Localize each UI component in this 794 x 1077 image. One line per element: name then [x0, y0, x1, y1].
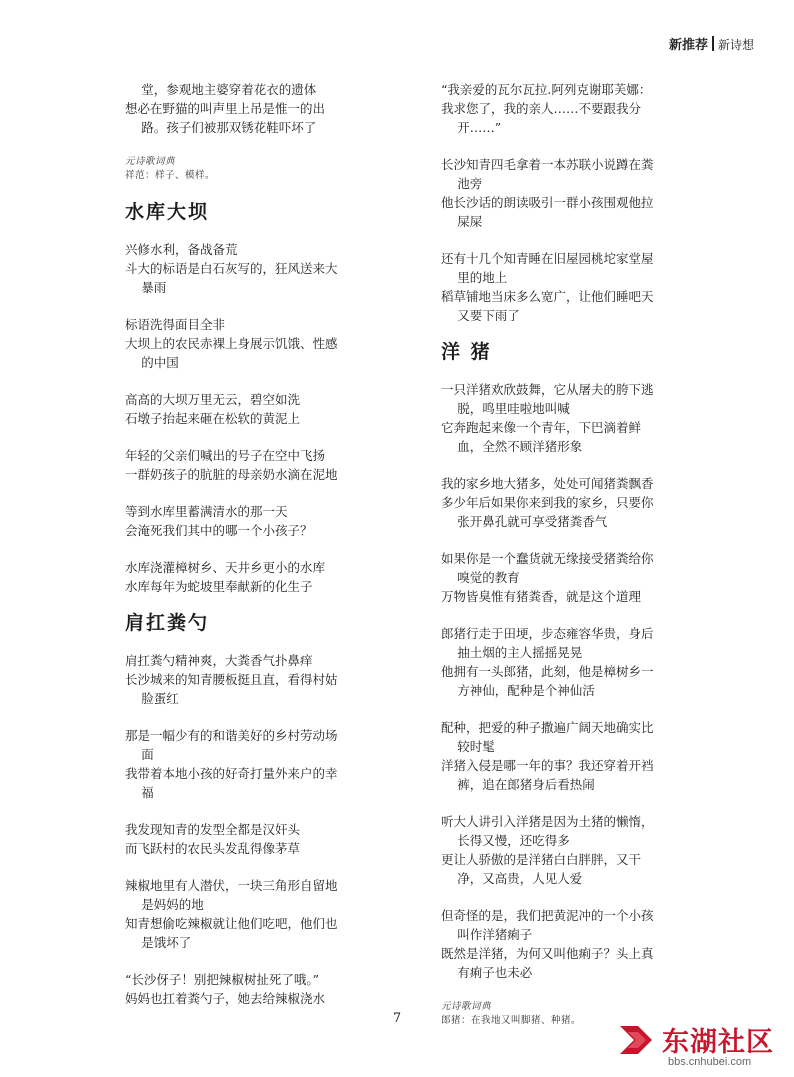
poem-line: 如果你是一个蠢货就无缘接受猪粪给你	[441, 551, 654, 566]
poem-line: 多少年后如果你来到我的家乡，只要你	[441, 495, 654, 510]
poem-line: 叫作洋猪痢子	[457, 927, 533, 942]
poem-line: 而飞跃村的农民头发乱得像茅草	[125, 841, 301, 856]
header-title: 新推荐	[668, 38, 708, 53]
left-column	[125, 80, 395, 1026]
poem-line: 斗大的标语是白石灰写的，狂风送来大	[125, 261, 338, 276]
poem-line: 标语洗得面目全非	[125, 317, 226, 332]
poem-line: 较时髦	[457, 739, 495, 754]
poem-line: 堂，参观地主婆穿着花衣的遗体	[141, 82, 317, 97]
poem-line: 想必在野猫的叫声里上吊是惟一的出	[125, 101, 326, 116]
header-divider	[712, 36, 714, 51]
stanza	[441, 906, 709, 982]
poem-line: 万物皆臭惟有猪粪香，就是这个道理	[441, 589, 642, 604]
poem-line: 开……”	[457, 120, 502, 135]
stanza	[441, 718, 709, 794]
page-header	[669, 34, 754, 53]
glossary-note	[125, 155, 395, 183]
poem-line: 他长沙话的朗读吸引一群小孩围观他拉	[441, 195, 654, 210]
stanza	[125, 558, 395, 596]
poem-line: 长得又慢，还吃得多	[457, 833, 570, 848]
stanza	[125, 446, 395, 484]
stanza	[441, 549, 709, 606]
header-subtitle: 新诗想	[717, 38, 754, 52]
poem-line: 嗅觉的教育	[457, 570, 520, 585]
poem-line: 还有十几个知青睡在旧屋园桃坨家堂屋	[441, 251, 654, 266]
poem-line: 听大人讲引入洋猪是因为土猪的懒惰，	[441, 814, 654, 829]
poem-line: 一群奶孩子的肮脏的母亲奶水滴在泥地	[125, 467, 338, 482]
poem-line: “长沙伢子！别把辣椒树扯死了哦。”	[125, 972, 320, 987]
section-title: 肩扛粪勺	[125, 612, 210, 634]
watermark-url: bbs.cnhubei.com	[668, 1056, 752, 1068]
stanza	[125, 820, 395, 858]
stanza	[125, 240, 395, 297]
poem-line: 的中国	[141, 355, 179, 370]
poem-line: 那是一幅少有的和谐美好的乡村劳动场	[125, 728, 338, 743]
poem-line: 但奇怪的是，我们把黄泥冲的一个小孩	[441, 908, 654, 923]
poem-line: 一只洋猪欢欣鼓舞，它从屠夫的胯下逃	[441, 382, 654, 397]
poem-line: 我求您了，我的亲人……不要跟我分	[441, 101, 642, 116]
poem-line: 更让人骄傲的是洋猪白白胖胖，又干	[441, 852, 642, 867]
watermark-brand: 东湖社区	[662, 1027, 774, 1058]
poem-line: 我带着本地小孩的好奇打量外来户的幸	[125, 766, 338, 781]
poem-line: 面	[141, 747, 154, 762]
stanza	[441, 474, 709, 531]
poem-line: 张开鼻孔就可享受猪粪香气	[457, 514, 608, 529]
poem-line: 路。孩子们被那双锈花鞋吓坏了	[141, 120, 317, 135]
section-title: 洋 猪	[441, 341, 492, 363]
poem-line: 兴修水利，备战备荒	[125, 242, 238, 257]
poem-line: 池旁	[457, 176, 483, 191]
poem-line: 它奔跑起来像一个青年，下巴滴着鲜	[441, 420, 642, 435]
stanza	[441, 812, 709, 888]
poem-line: 洋猪入侵是哪一年的事？我还穿着开裆	[441, 758, 654, 773]
poem-line: 等到水库里蓄满清水的那一天	[125, 504, 288, 519]
poem-line: 妈妈也扛着粪勺子，她去给辣椒浇水	[125, 991, 326, 1006]
poem-line: 我的家乡地大猪多，处处可闻猪粪飘香	[441, 476, 654, 491]
stanza	[125, 651, 395, 708]
poem-line: 长沙城来的知青腰板挺且直，看得村姑	[125, 672, 338, 687]
poem-line: 稻草铺地当床多么宽广，让他们睡吧天	[441, 289, 654, 304]
poem-line: 长沙知青四毛拿着一本苏联小说蹲在粪	[441, 157, 654, 172]
poem-line: 辣椒地里有人潜伏，一块三角形自留地	[125, 878, 338, 893]
glossary-title: 元诗歌词典	[441, 1001, 492, 1012]
poem-line: “我亲爱的瓦尔瓦拉.阿列克谢耶芙娜：	[441, 82, 652, 97]
watermark-logo	[616, 1018, 786, 1072]
stanza	[125, 502, 395, 540]
stanza	[125, 726, 395, 802]
poem-line: 是妈妈的地	[141, 897, 204, 912]
poem-line: 肩扛粪勺精神爽，大粪香气扑鼻痒	[125, 653, 313, 668]
stanza	[441, 155, 709, 231]
poem-line: 血，全然不顾洋猪形象	[457, 439, 583, 454]
poem-line: 水库浇灌樟树乡、天井乡更小的水库	[125, 560, 326, 575]
poem-line: 里的地上	[457, 270, 508, 285]
poem-line: 净，又高贵，人见人爱	[457, 871, 583, 886]
page-number: 7	[392, 1011, 402, 1026]
poem-line: 福	[141, 785, 154, 800]
poem-line: 是饿坏了	[141, 935, 192, 950]
poem-line: 抽土烟的主人摇摇晃晃	[457, 645, 583, 660]
stanza	[441, 80, 709, 137]
right-column	[441, 80, 709, 1048]
poem-line: 大坝上的农民赤裸上身展示饥饿、性感	[125, 336, 338, 351]
poem-line: 高高的大坝万里无云，碧空如洗	[125, 392, 301, 407]
poem-line: 郎猪行走于田埂，步态雍容华贵，身后	[441, 626, 654, 641]
section-title: 水库大坝	[125, 201, 210, 223]
poem-line: 他拥有一头郎猪，此刻，他是樟树乡一	[441, 664, 654, 679]
intro-stanza	[125, 80, 395, 137]
stanza	[125, 315, 395, 372]
poem-line: 裤，追在郎猪身后看热闹	[457, 777, 595, 792]
stanza	[125, 390, 395, 428]
poem-line: 方神仙，配种是个神仙活	[457, 683, 595, 698]
poem-line: 屎屎	[457, 214, 483, 229]
stanza	[441, 249, 709, 325]
stanza	[441, 624, 709, 700]
poem-line: 脸蛋红	[141, 691, 179, 706]
poem-line: 年轻的父亲们喊出的号子在空中飞扬	[125, 448, 326, 463]
poem-line: 会淹死我们其中的哪一个小孩子？	[125, 523, 313, 538]
glossary-text: 郎猪：在我地又叫脚猪、种猪。	[441, 1015, 582, 1026]
poem-line: 既然是洋猪，为何又叫他痢子？头上真	[441, 946, 654, 961]
poem-line: 知青想偷吃辣椒就让他们吃吧，他们也	[125, 916, 338, 931]
poem-line: 水库每年为蛇坡里奉献新的化生子	[125, 579, 313, 594]
glossary-title: 元诗歌词典	[125, 156, 176, 167]
poem-line: 暴雨	[141, 280, 167, 295]
stanza	[125, 876, 395, 952]
poem-line: 配种，把爱的种子撒遍广阔天地确实比	[441, 720, 654, 735]
stanza	[125, 970, 395, 1008]
stanza	[441, 380, 709, 456]
poem-line: 我发现知青的发型全都是汉奸头	[125, 822, 301, 837]
poem-line: 又要下雨了	[457, 308, 520, 323]
poem-line: 脱，鸣里哇啦地叫喊	[457, 401, 570, 416]
glossary-text: 祥范：样子、模样。	[125, 170, 216, 181]
poem-line: 有痢子也未必	[457, 965, 533, 980]
logo-mark-icon	[616, 1020, 656, 1060]
poem-line: 石墩子抬起来砸在松软的黄泥上	[125, 411, 301, 426]
